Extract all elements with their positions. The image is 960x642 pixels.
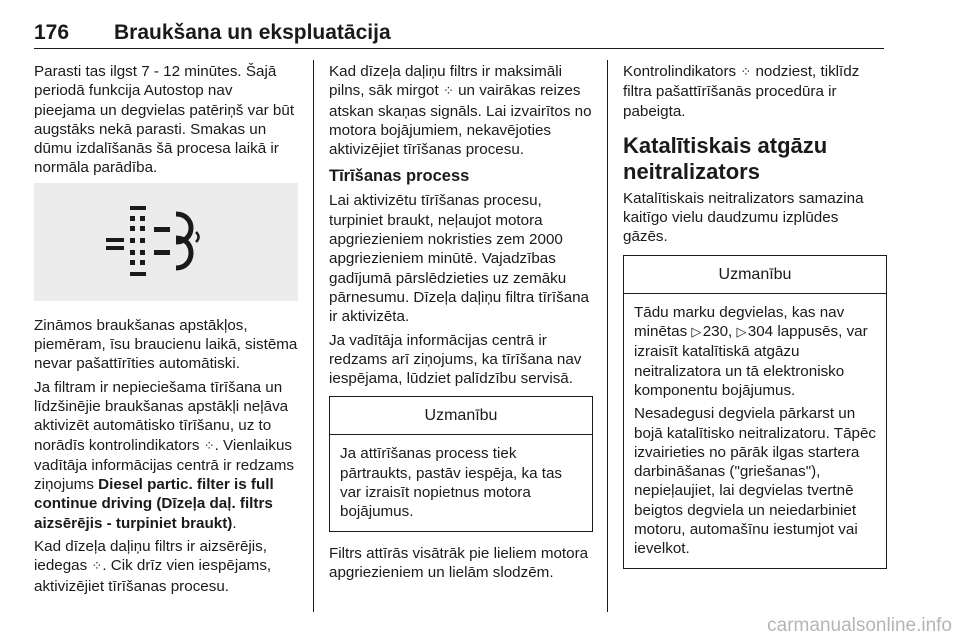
notice-text: Ja attīrīšanas process tiek pārtraukts, pastāv iespēja, ka tas var izraisīt nopietnus motora bojājumus. bbox=[340, 445, 563, 521]
page-reference-link[interactable]: 304 bbox=[747, 323, 774, 341]
dpf-indicator-icon: ⁘ bbox=[740, 65, 752, 80]
caution-notice bbox=[623, 255, 887, 569]
column-2 bbox=[329, 62, 593, 586]
paragraph: Katalītiskais neitralizators samazina kaitīgo vielu daudzumu izplūdes gāzēs. bbox=[623, 189, 864, 246]
notice-title: Uzmanību bbox=[624, 256, 886, 294]
paragraph: Ja filtram ir nepieciešama tīrīšana un līdzšinējie braukšanas apstākļi neļāva aktivizēt automātisko tīrīšanu, uz to norādīs kontrolindikators ⁘. Vienlaikus vadītāja informācijas centrā ir redzams ziņojums Diesel partic. filter is full continue driving (Dīzeļa daļ. filtrs aizsērējis - turpiniet braukt). bbox=[34, 378, 294, 532]
column-1 bbox=[34, 62, 298, 600]
paragraph: Ja vadītāja informācijas centrā ir redzams arī ziņojums, ka tīrīšana nav iespējama, lūdziet palīdzību servisā. bbox=[329, 331, 582, 388]
paragraph: Zināmos braukšanas apstākļos, piemēram, īsu braucienu laikā, sistēma nevar pašattīrīties automātiski. bbox=[34, 316, 298, 373]
paragraph: Kontrolindikators ⁘ nodziest, tiklīdz filtra pašattīrīšanās procedūra ir pabeigta. bbox=[623, 63, 860, 120]
dpf-indicator-icon: ⁘ bbox=[203, 438, 215, 454]
paragraph: Filtrs attīrās visātrāk pie lieliem motora apgriezieniem un lielām slodzēm. bbox=[329, 544, 589, 581]
column-divider bbox=[607, 60, 608, 612]
notice-text: Nesadegusi degviela pārkarst un bojā katalītisko neitralizatoru. Tāpēc izvairieties no pārāk ilgas startera darbināšanas ("griešanas"), nepieļaujiet, lai degvielas tvertnē beigtos degviela un neiedarbiniet motoru, automašīnu iestumjot vai ievelkot. bbox=[634, 405, 877, 558]
paragraph: Lai aktivizētu tīrīšanas procesu, turpiniet braukt, neļaujot motora apgriezieniem nokristies zem 2000 apgriezieniem minūtē. Vajadzības gadījumā pārslēdzieties uz zemāku pārnesumu. Dīzeļa daļiņu filtra tīrīšana ir aktivizēta. bbox=[329, 192, 590, 326]
page-number: 176 bbox=[34, 21, 70, 44]
section-subheading: Tīrīšanas process bbox=[329, 167, 470, 186]
section-heading: Katalītiskais atgāzu neitralizators bbox=[623, 132, 828, 184]
message-text: Diesel partic. filter is full continue driving (Dīzeļa daļ. filtrs aizsērējis - turpiniet braukt) bbox=[34, 476, 274, 532]
paragraph: Kad dīzeļa daļiņu filtrs ir aizsērējis, iedegas ⁘. Cik drīz vien iespējams, aktivizējiet tīrīšanas procesu. bbox=[34, 538, 272, 595]
page-reference-link[interactable]: 230 bbox=[702, 323, 729, 341]
column-divider bbox=[313, 60, 314, 612]
watermark: carmanualsonline.info bbox=[767, 615, 952, 636]
caution-notice bbox=[329, 396, 593, 531]
dpf-indicator-icon: ⁘ bbox=[91, 559, 103, 575]
page-reference-arrow-icon: ▷ bbox=[691, 325, 702, 341]
notice-title: Uzmanību bbox=[330, 397, 592, 435]
page-title: Braukšana un ekspluatācija bbox=[114, 21, 391, 44]
dpf-icon-panel bbox=[34, 183, 298, 301]
column-3 bbox=[623, 62, 887, 581]
page-header bbox=[34, 18, 884, 49]
paragraph: Kad dīzeļa daļiņu filtrs ir maksimāli pilns, sāk mirgot ⁘ un vairākas reizes atskan skaņas signāls. Lai izvairītos no motora bojājumiem, nekavējoties aktivizējiet tīrīšanas procesu. bbox=[329, 63, 592, 159]
notice-text: Tādu marku degvielas, kas nav minētas ▷ 230, ▷ 304 lappusēs, var izraisīt katalītiskā atgāzu neitralizatora un tā elektronisko komponentu bojājumus. bbox=[634, 303, 868, 399]
dpf-indicator-icon: ⁘ bbox=[442, 84, 454, 100]
diesel-particulate-filter-icon bbox=[96, 202, 236, 282]
page-reference-arrow-icon: ▷ bbox=[736, 325, 747, 341]
paragraph: Parasti tas ilgst 7 - 12 minūtes. Šajā periodā funkcija Autostop nav pieejama un degvielas patēriņš var būt augstāks nekā parasti. Smakas un dūmu izdalīšanās šā procesa laikā ir normāla parādība. bbox=[34, 63, 295, 177]
